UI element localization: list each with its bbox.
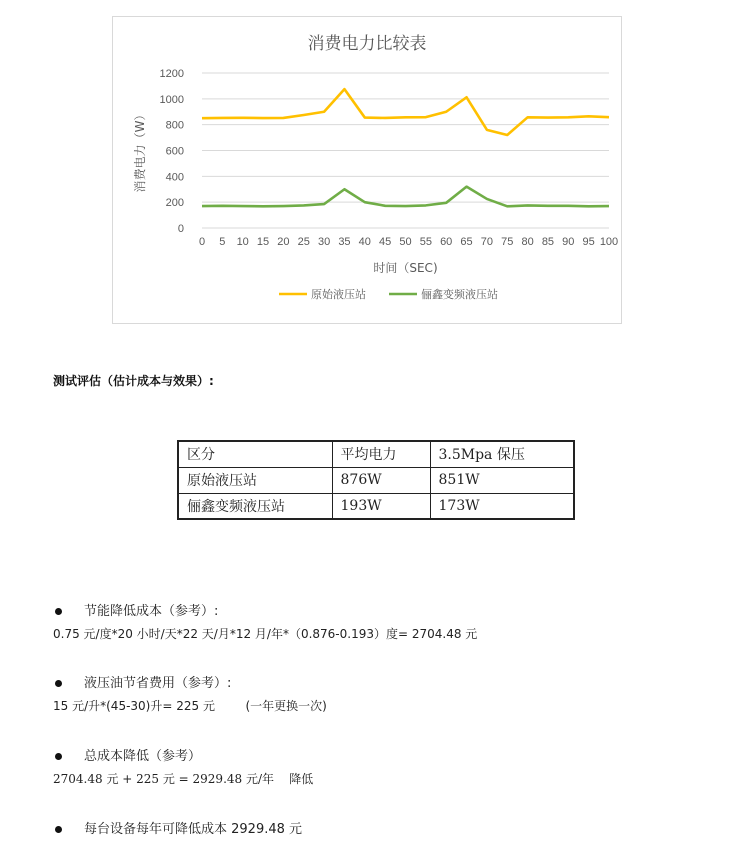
x-tick-label: 90 [562, 236, 575, 248]
table-cell: 173W [430, 493, 574, 519]
bullet-detail-total: 2704.48 元 + 225 元 = 2929.48 元/年 降低 [53, 772, 314, 786]
x-tick-label: 35 [338, 236, 351, 248]
y-tick-label: 400 [165, 171, 184, 184]
x-tick-label: 0 [198, 236, 206, 248]
x-tick-label: 80 [521, 236, 534, 248]
legend-label: 原始液压站 [311, 288, 366, 301]
table-cell: 俪鑫变频液压站 [178, 493, 332, 519]
bullet-title: 总成本降低（参考） [84, 749, 202, 764]
bullet-title: 节能降低成本（参考）: [84, 604, 219, 619]
x-tick-label: 15 [256, 236, 270, 248]
table-header-cell: 3.5Mpa 保压 [430, 441, 574, 467]
x-tick-label: 75 [501, 236, 514, 248]
y-tick-label: 1200 [159, 68, 184, 80]
x-tick-label: 50 [399, 236, 412, 248]
y-tick-label: 800 [165, 119, 184, 132]
bullet-item-oil [53, 672, 231, 691]
table-cell: 193W [332, 493, 430, 519]
x-tick-label: 85 [541, 236, 555, 248]
bullet-dot-icon [55, 680, 62, 687]
bullet-dot-icon [55, 753, 62, 760]
x-tick-label: 60 [440, 236, 453, 248]
series-line [202, 89, 609, 135]
x-axis-label: 时间（SEC) [373, 261, 438, 275]
comparison-table [177, 440, 575, 520]
x-tick-label: 65 [460, 236, 473, 248]
section-heading: 测试评估（估计成本与效果）: [53, 374, 214, 388]
x-tick-label: 20 [277, 236, 290, 248]
x-tick-label: 5 [219, 236, 226, 248]
bullet-item-total [53, 745, 201, 764]
power-comparison-chart [112, 16, 622, 324]
chart-svg [113, 17, 623, 325]
x-tick-label: 45 [379, 236, 392, 248]
bullet-detail-oil: 15 元/升*(45-30)升= 225 元 (一年更换一次) [53, 699, 327, 713]
bullet-dot-icon [55, 608, 62, 615]
x-tick-label: 55 [419, 236, 432, 248]
y-tick-label: 0 [177, 223, 184, 235]
x-tick-label: 40 [358, 236, 371, 248]
table-cell: 876W [332, 467, 430, 493]
bullet-title: 每台设备每年可降低成本 2929.48 元 [84, 822, 303, 837]
bullet-title: 液压油节省费用（参考）: [84, 676, 232, 691]
x-tick-label: 25 [297, 236, 310, 248]
table-header-cell: 平均电力 [332, 441, 430, 467]
table-header-cell: 区分 [178, 441, 332, 467]
table-cell: 851W [430, 467, 574, 493]
y-tick-label: 200 [165, 197, 184, 210]
y-tick-label: 1000 [159, 93, 184, 106]
chart-title: 消费电力比较表 [307, 34, 427, 54]
table-row [178, 467, 574, 493]
y-tick-label: 600 [165, 145, 184, 158]
bullet-dot-icon [55, 826, 62, 833]
table-row [178, 493, 574, 519]
x-tick-label: 70 [480, 236, 494, 248]
legend-label: 俪鑫变频液压站 [421, 288, 498, 301]
x-tick-label: 30 [317, 236, 331, 248]
bullet-detail-energy: 0.75 元/度*20 小时/天*22 天/月*12 月/年*（0.876-0.193）度= 2704.48 元 [53, 627, 478, 641]
x-tick-label: 10 [236, 236, 249, 248]
x-tick-label: 100 [599, 236, 619, 248]
bullet-item-energy [53, 600, 218, 619]
table-cell: 原始液压站 [178, 467, 332, 493]
bullet-item-summary [53, 818, 302, 837]
x-tick-label: 95 [582, 236, 595, 248]
table-header-row [178, 441, 574, 467]
series-line [202, 187, 609, 207]
y-axis-label: 消费电力（W） [133, 108, 147, 193]
